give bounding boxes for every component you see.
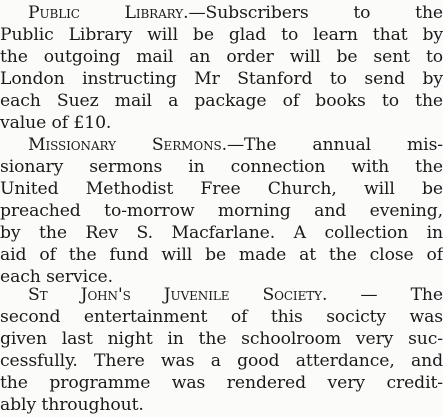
article-line: value of £10.: [0, 113, 112, 133]
article-heading: Public Library.: [28, 3, 189, 23]
article-line: aid of the fund will be made at the close of: [0, 245, 443, 265]
article-line: United Methodist Free Church, will be: [0, 179, 443, 199]
article-line: given last night in the schoolroom very suc-: [0, 329, 443, 349]
article-text: —The annual mis-: [226, 135, 443, 155]
article-heading: St John's Juvenile Society.: [28, 285, 328, 305]
article-line: London instructing Mr Stanford to send by: [0, 69, 443, 89]
article-line: preached to-morrow morning and evening,: [0, 201, 443, 221]
article-text: — The: [327, 285, 443, 305]
article-line: the programme was rendered very credit-: [0, 373, 443, 393]
article-line: [0, 134, 443, 156]
article-line: by the Rev S. Macfarlane. A collection in: [0, 223, 443, 243]
article-line: Public Library will be glad to learn that by: [0, 25, 443, 45]
article-line: cessfully. There was a good atterdance, and: [0, 351, 443, 371]
article-line: second entertainment of this socicty was: [0, 307, 443, 327]
article-line: ably throughout.: [0, 395, 144, 415]
article-text: —Subscribers to the: [188, 3, 443, 23]
article-line: sionary sermons in connection with the: [0, 157, 443, 177]
article-heading: Missionary Sermons.: [28, 135, 227, 155]
article-line: each Suez mail a package of books to the: [0, 91, 443, 111]
article-line: the outgoing mail an order will be sent to: [0, 47, 443, 67]
article-line: [0, 284, 443, 306]
article-line: each service.: [0, 267, 113, 287]
article-line: [0, 2, 443, 24]
